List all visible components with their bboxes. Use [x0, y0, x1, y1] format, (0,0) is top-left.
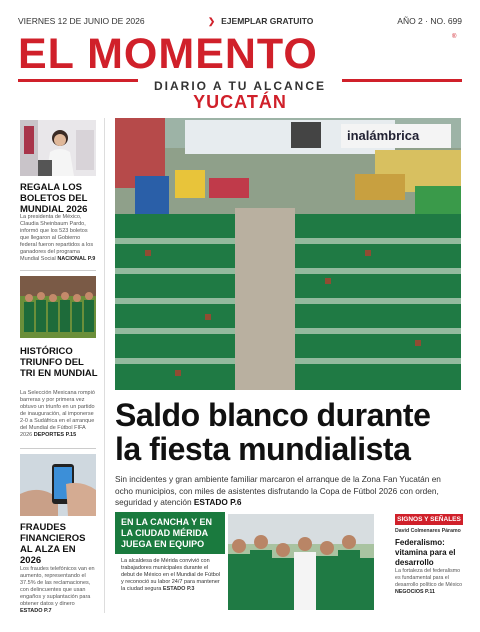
sidebar-photo-phone	[20, 454, 96, 516]
masthead-tagline: DIARIO A TU ALCANCE	[154, 79, 326, 93]
main-headline: Saldo blanco durante la fiesta mundialista	[115, 397, 431, 467]
story-box-text: La alcaldesa de Mérida convivió con trabajadores municipales durante el debut de México en el Mundial de Fútbol y reconoció su labor 24/7 para mantener la ciudad segura ESTADO P.3	[121, 558, 221, 592]
sidebar-photo-players	[20, 276, 96, 338]
chevron-right-icon: ❯	[208, 16, 216, 26]
main-lead: Sin incidentes y gran ambiente familiar marcaron el arranque de la Zona Fan Yucatán en ocho municipios, con miles de asistentes disfrutando la Copa de Fútbol 2026 con orden, seguridad y atención ESTADO P.6	[115, 474, 441, 507]
story-box-merida	[115, 512, 225, 612]
column-author: David Colmenares Páramo	[395, 528, 461, 534]
sidebar-text-1: La presidenta de México, Claudia Sheinbaum Pardo, informó que los 523 boletos que llegaron al Gobierno federal fueron repartidos a los ganadores del programa Mundial Social NACIONAL P.9	[20, 214, 96, 262]
sidebar-rule	[20, 448, 96, 449]
column-tag: SIGNOS Y SEÑALES	[395, 514, 463, 525]
story-box-headline: EN LA CANCHA Y EN LA CIUDAD MÉRIDA JUEGA EN EQUIPO	[121, 517, 213, 549]
issue-number: AÑO 2 · NO. 699	[397, 16, 462, 26]
sidebar-headline-1: REGALA LOS BOLETOS DEL MUNDIAL 2026	[20, 182, 88, 215]
sidebar-rule	[20, 270, 96, 271]
column-headline: Federalismo: vitamina para el desarrollo	[395, 538, 456, 567]
top-bar	[18, 16, 462, 30]
sidebar-headline-3: FRAUDES FINANCIEROS AL ALZA EN 2026	[20, 522, 86, 566]
masthead-title: EL MOMENTO	[18, 30, 318, 78]
main-photo-fan-zone	[115, 118, 461, 390]
sidebar-divider	[104, 118, 105, 613]
column-text: La fortaleza del federalismo es fundamental para el desarrollo político de México NEGOCIOS P.11	[395, 568, 463, 595]
sidebar-text-3: Los fraudes telefónicos van en aumento, representando el 37.5% de las reclamaciones, con delincuentes que usan engaños y suplantación para obtener datos y dinero ESTADO P.7	[20, 566, 95, 614]
sidebar-headline-2: HISTÓRICO TRIUNFO DEL TRI EN MUNDIAL	[20, 346, 98, 379]
masthead-region: YUCATÁN	[193, 92, 287, 112]
sidebar-photo-president	[20, 120, 96, 176]
edition-label: ❯ EJEMPLAR GRATUITO	[208, 16, 314, 26]
stage-banner-text: inalámbrica	[347, 128, 420, 143]
registered-mark: ®	[452, 34, 457, 40]
photo-workers-team	[228, 514, 374, 610]
issue-date: VIERNES 12 DE JUNIO DE 2026	[18, 16, 145, 26]
sidebar-text-2: La Selección Mexicana rompió barreras y por primera vez obtuvo un triunfo en un partido de inauguración, al imponerse 2-0 a Sudáfrica en el arranque del Mundial de Fútbol FIFA 2026 DEPORTES P.15	[20, 390, 95, 438]
